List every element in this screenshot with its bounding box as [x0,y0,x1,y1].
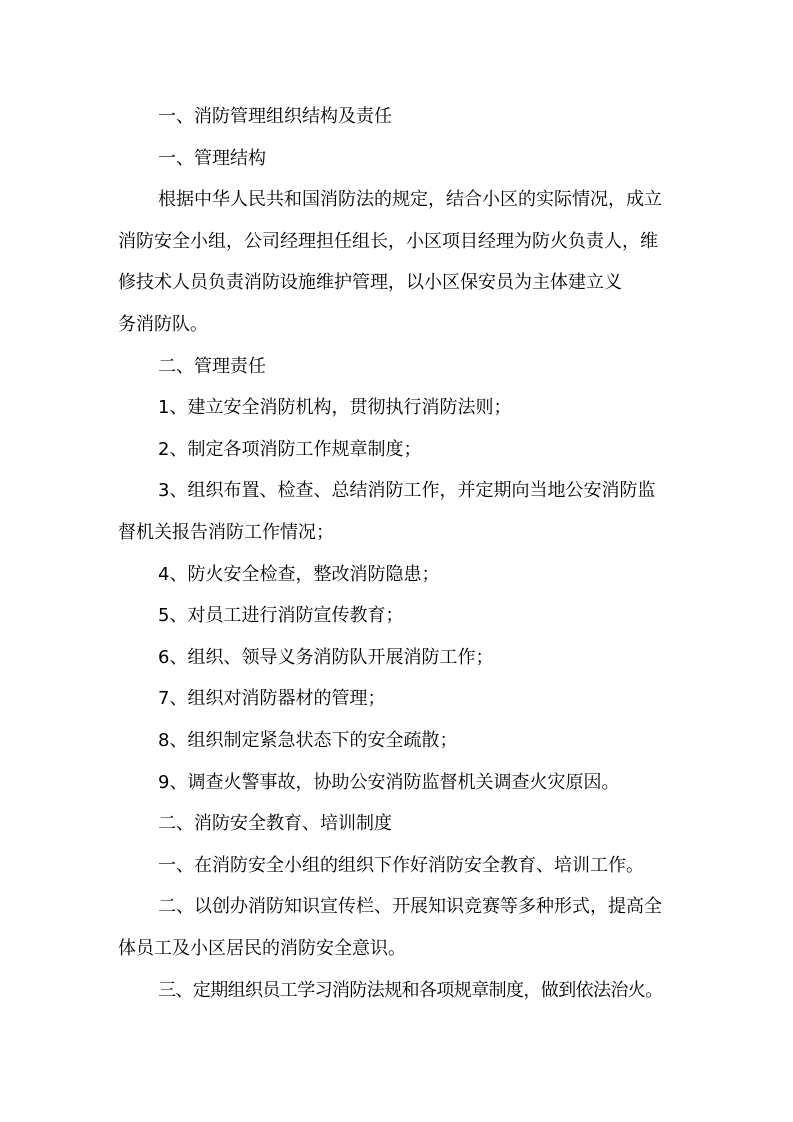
list-item: 7、组织对消防器材的管理； [158,688,386,709]
list-item-continuation: 督机关报告消防工作情况； [118,522,334,543]
paragraph-line: 二、以创办消防知识宣传栏、开展知识竞赛等多种形式，提高全 [158,896,662,917]
paragraph-line: 体员工及小区居民的消防安全意识。 [118,938,406,959]
subsection-heading: 二、管理责任 [158,356,266,377]
subsection-heading: 一、管理结构 [158,148,266,169]
paragraph-line: 消防安全小组，公司经理担任组长，小区项目经理为防火负责人，维 [118,231,658,252]
paragraph-line: 三、定期组织员工学习消防法规和各项规章制度，做到依法治火。 [158,980,663,1001]
paragraph-line: 一、在消防安全小组的组织下作好消防安全教育、培训工作。 [158,855,644,876]
section-heading: 一、消防管理组织结构及责任 [158,106,392,127]
list-item: 1、建立安全消防机构，贯彻执行消防法则； [158,397,512,418]
list-item: 3、组织布置、检查、总结消防工作，并定期向当地公安消防监 [158,480,656,501]
section-heading: 二、消防安全教育、培训制度 [158,813,392,834]
list-item: 9、调查火警事故，协助公安消防监督机关调查火灾原因。 [158,772,620,793]
paragraph-line: 务消防队。 [118,314,208,335]
paragraph-line: 修技术人员负责消防设施维护管理，以小区保安员为主体建立义 [118,272,622,293]
list-item: 2、制定各项消防工作规章制度； [158,439,422,460]
list-item: 6、组织、领导义务消防队开展消防工作； [158,647,494,668]
list-item: 8、组织制定紧急状态下的安全疏散； [158,730,458,751]
list-item: 5、对员工进行消防宣传教育； [158,605,404,626]
paragraph-line: 根据中华人民共和国消防法的规定，结合小区的实际情况，成立 [158,189,662,210]
list-item: 4、防火安全检查，整改消防隐患； [158,564,440,585]
